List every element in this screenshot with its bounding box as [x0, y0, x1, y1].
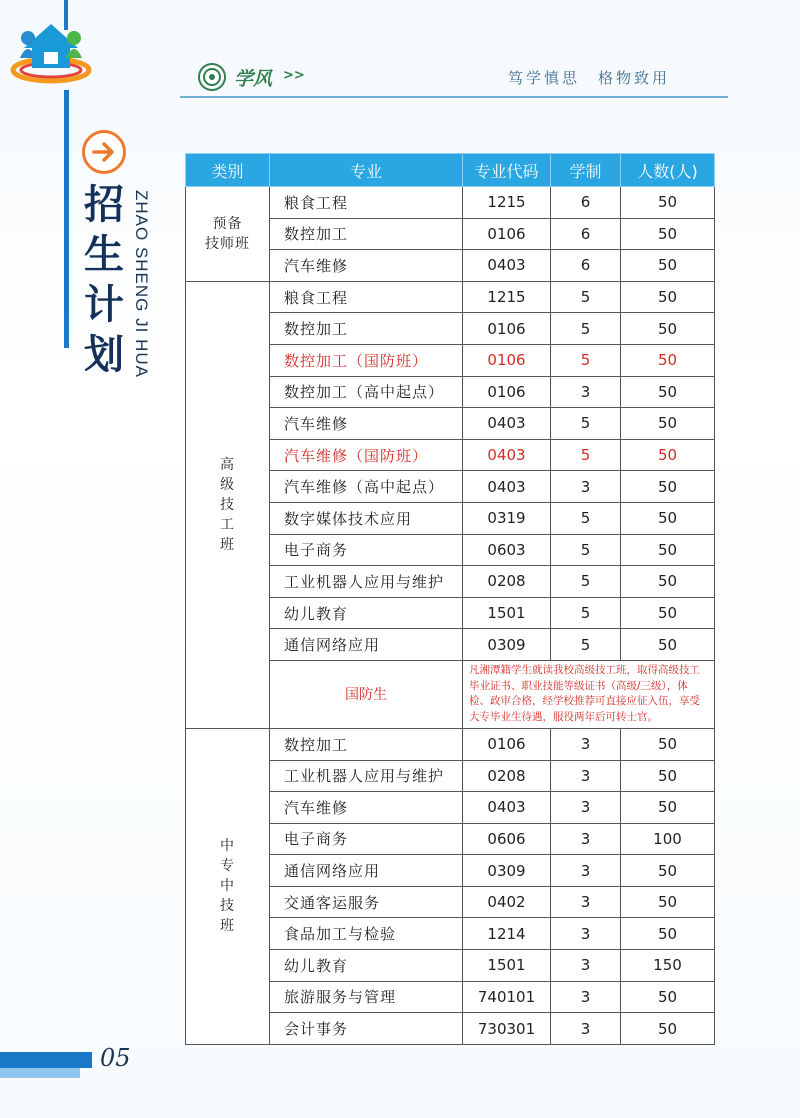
count-cell: 50 — [621, 886, 715, 918]
major-cell: 通信网络应用 — [270, 855, 463, 887]
count-cell: 50 — [621, 728, 715, 760]
years-cell: 5 — [551, 281, 621, 313]
code-cell: 1215 — [463, 281, 551, 313]
count-cell: 50 — [621, 981, 715, 1013]
header-count: 人数(人) — [621, 154, 715, 187]
count-cell: 50 — [621, 597, 715, 629]
count-cell: 100 — [621, 823, 715, 855]
table-row — [186, 187, 715, 219]
category-text: 技师班 — [205, 235, 250, 252]
major-cell: 电子商务 — [270, 534, 463, 566]
header-divider — [180, 96, 728, 98]
years-cell: 5 — [551, 597, 621, 629]
code-cell: 0208 — [463, 566, 551, 598]
years-cell: 3 — [551, 918, 621, 950]
school-motto: 笃学慎思 格物致用 — [508, 69, 671, 87]
count-cell: 50 — [621, 534, 715, 566]
category-text: 班 — [220, 536, 235, 553]
years-cell: 3 — [551, 728, 621, 760]
years-cell: 3 — [551, 760, 621, 792]
code-cell: 0319 — [463, 502, 551, 534]
years-cell: 3 — [551, 792, 621, 824]
count-cell: 50 — [621, 439, 715, 471]
code-cell: 0106 — [463, 376, 551, 408]
count-cell: 50 — [621, 281, 715, 313]
category-text: 班 — [220, 918, 235, 935]
page-title — [78, 180, 130, 380]
years-cell: 5 — [551, 534, 621, 566]
major-cell: 数字媒体技术应用 — [270, 502, 463, 534]
code-cell: 0402 — [463, 886, 551, 918]
category-text: 专 — [220, 858, 235, 875]
major-cell: 数控加工（高中起点） — [270, 376, 463, 408]
header-code: 专业代码 — [463, 154, 551, 187]
school-logo-icon — [10, 18, 92, 88]
major-cell: 汽车维修 — [270, 250, 463, 282]
years-cell: 5 — [551, 566, 621, 598]
years-cell: 5 — [551, 344, 621, 376]
major-cell: 数控加工 — [270, 218, 463, 250]
note-label: 国防生 — [270, 660, 463, 728]
count-cell: 50 — [621, 760, 715, 792]
years-cell: 5 — [551, 629, 621, 661]
footer-accent-bar-light — [0, 1068, 80, 1078]
code-cell: 1501 — [463, 597, 551, 629]
title-char: 计 — [84, 281, 124, 328]
count-cell: 50 — [621, 344, 715, 376]
code-cell: 730301 — [463, 1013, 551, 1045]
category-cell — [186, 281, 270, 728]
category-text: 中 — [220, 878, 235, 895]
count-cell: 50 — [621, 502, 715, 534]
major-cell: 粮食工程 — [270, 187, 463, 219]
count-cell: 50 — [621, 313, 715, 345]
major-cell: 工业机器人应用与维护 — [270, 566, 463, 598]
title-char: 划 — [84, 331, 124, 378]
years-cell: 6 — [551, 250, 621, 282]
code-cell: 0208 — [463, 760, 551, 792]
count-cell: 50 — [621, 218, 715, 250]
section-title: 学风 — [234, 68, 273, 90]
years-cell: 3 — [551, 950, 621, 982]
years-cell: 3 — [551, 376, 621, 408]
count-cell: 50 — [621, 250, 715, 282]
major-cell: 电子商务 — [270, 823, 463, 855]
category-text: 技 — [220, 496, 235, 513]
table-header-row — [186, 154, 715, 187]
years-cell: 3 — [551, 1013, 621, 1045]
major-cell: 通信网络应用 — [270, 629, 463, 661]
arrow-right-icon — [82, 130, 126, 174]
major-cell: 食品加工与检验 — [270, 918, 463, 950]
major-cell: 幼儿教育 — [270, 597, 463, 629]
title-char: 招 — [84, 181, 124, 228]
code-cell: 0403 — [463, 250, 551, 282]
code-cell: 0606 — [463, 823, 551, 855]
category-text: 中 — [220, 838, 235, 855]
table-row — [186, 728, 715, 760]
count-cell: 150 — [621, 950, 715, 982]
header-major: 专业 — [270, 154, 463, 187]
code-cell: 0309 — [463, 629, 551, 661]
category-text: 工 — [220, 516, 235, 533]
years-cell: 5 — [551, 313, 621, 345]
category-text: 高 — [220, 456, 235, 473]
category-text: 预备 — [212, 215, 243, 232]
major-cell: 数控加工 — [270, 313, 463, 345]
code-cell: 0403 — [463, 792, 551, 824]
title-pinyin: ZHAO SHENG JI HUA — [132, 190, 151, 378]
school-emblem-icon — [198, 63, 226, 91]
major-cell: 汽车维修 — [270, 792, 463, 824]
code-cell: 0106 — [463, 218, 551, 250]
side-accent-line — [64, 90, 69, 348]
enrollment-plan-table — [185, 153, 715, 1045]
code-cell: 0106 — [463, 728, 551, 760]
major-cell: 数控加工 — [270, 728, 463, 760]
count-cell: 50 — [621, 918, 715, 950]
count-cell: 50 — [621, 792, 715, 824]
code-cell: 0106 — [463, 313, 551, 345]
header-years: 学制 — [551, 154, 621, 187]
years-cell: 3 — [551, 855, 621, 887]
years-cell: 3 — [551, 823, 621, 855]
section-arrows: >> — [283, 68, 305, 83]
code-cell: 0603 — [463, 534, 551, 566]
years-cell: 5 — [551, 502, 621, 534]
code-cell: 1214 — [463, 918, 551, 950]
category-text: 技 — [220, 898, 235, 915]
code-cell: 1501 — [463, 950, 551, 982]
count-cell: 50 — [621, 376, 715, 408]
major-cell: 幼儿教育 — [270, 950, 463, 982]
code-cell: 1215 — [463, 187, 551, 219]
count-cell: 50 — [621, 408, 715, 440]
header-category: 类别 — [186, 154, 270, 187]
footer-accent-bar — [0, 1052, 92, 1068]
count-cell: 50 — [621, 187, 715, 219]
years-cell: 5 — [551, 439, 621, 471]
years-cell: 6 — [551, 218, 621, 250]
major-cell: 会计事务 — [270, 1013, 463, 1045]
count-cell: 50 — [621, 855, 715, 887]
major-cell: 汽车维修 — [270, 408, 463, 440]
years-cell: 3 — [551, 471, 621, 503]
category-cell — [186, 728, 270, 1044]
count-cell: 50 — [621, 471, 715, 503]
major-cell: 汽车维修（高中起点） — [270, 471, 463, 503]
count-cell: 50 — [621, 629, 715, 661]
major-cell: 粮食工程 — [270, 281, 463, 313]
years-cell: 5 — [551, 408, 621, 440]
years-cell: 3 — [551, 981, 621, 1013]
major-cell: 数控加工（国防班） — [270, 344, 463, 376]
major-cell: 交通客运服务 — [270, 886, 463, 918]
code-cell: 740101 — [463, 981, 551, 1013]
count-cell: 50 — [621, 566, 715, 598]
years-cell: 6 — [551, 187, 621, 219]
note-text: 凡湘潭籍学生就读我校高级技工班，取得高级技工毕业证书、职业技能等级证书（高级/三级），体检、政审合格，经学校推荐可直接应征入伍，享受大专毕业生待遇，服役两年后可转士官。 — [463, 660, 715, 728]
category-cell — [186, 187, 270, 282]
code-cell: 0309 — [463, 855, 551, 887]
years-cell: 3 — [551, 886, 621, 918]
page-number: 05 — [100, 1044, 131, 1072]
major-cell: 工业机器人应用与维护 — [270, 760, 463, 792]
code-cell: 0403 — [463, 408, 551, 440]
table-row — [186, 281, 715, 313]
title-char: 生 — [84, 231, 124, 278]
major-cell: 旅游服务与管理 — [270, 981, 463, 1013]
category-text: 级 — [220, 476, 235, 493]
count-cell: 50 — [621, 1013, 715, 1045]
code-cell: 0106 — [463, 344, 551, 376]
code-cell: 0403 — [463, 439, 551, 471]
code-cell: 0403 — [463, 471, 551, 503]
major-cell: 汽车维修（国防班） — [270, 439, 463, 471]
